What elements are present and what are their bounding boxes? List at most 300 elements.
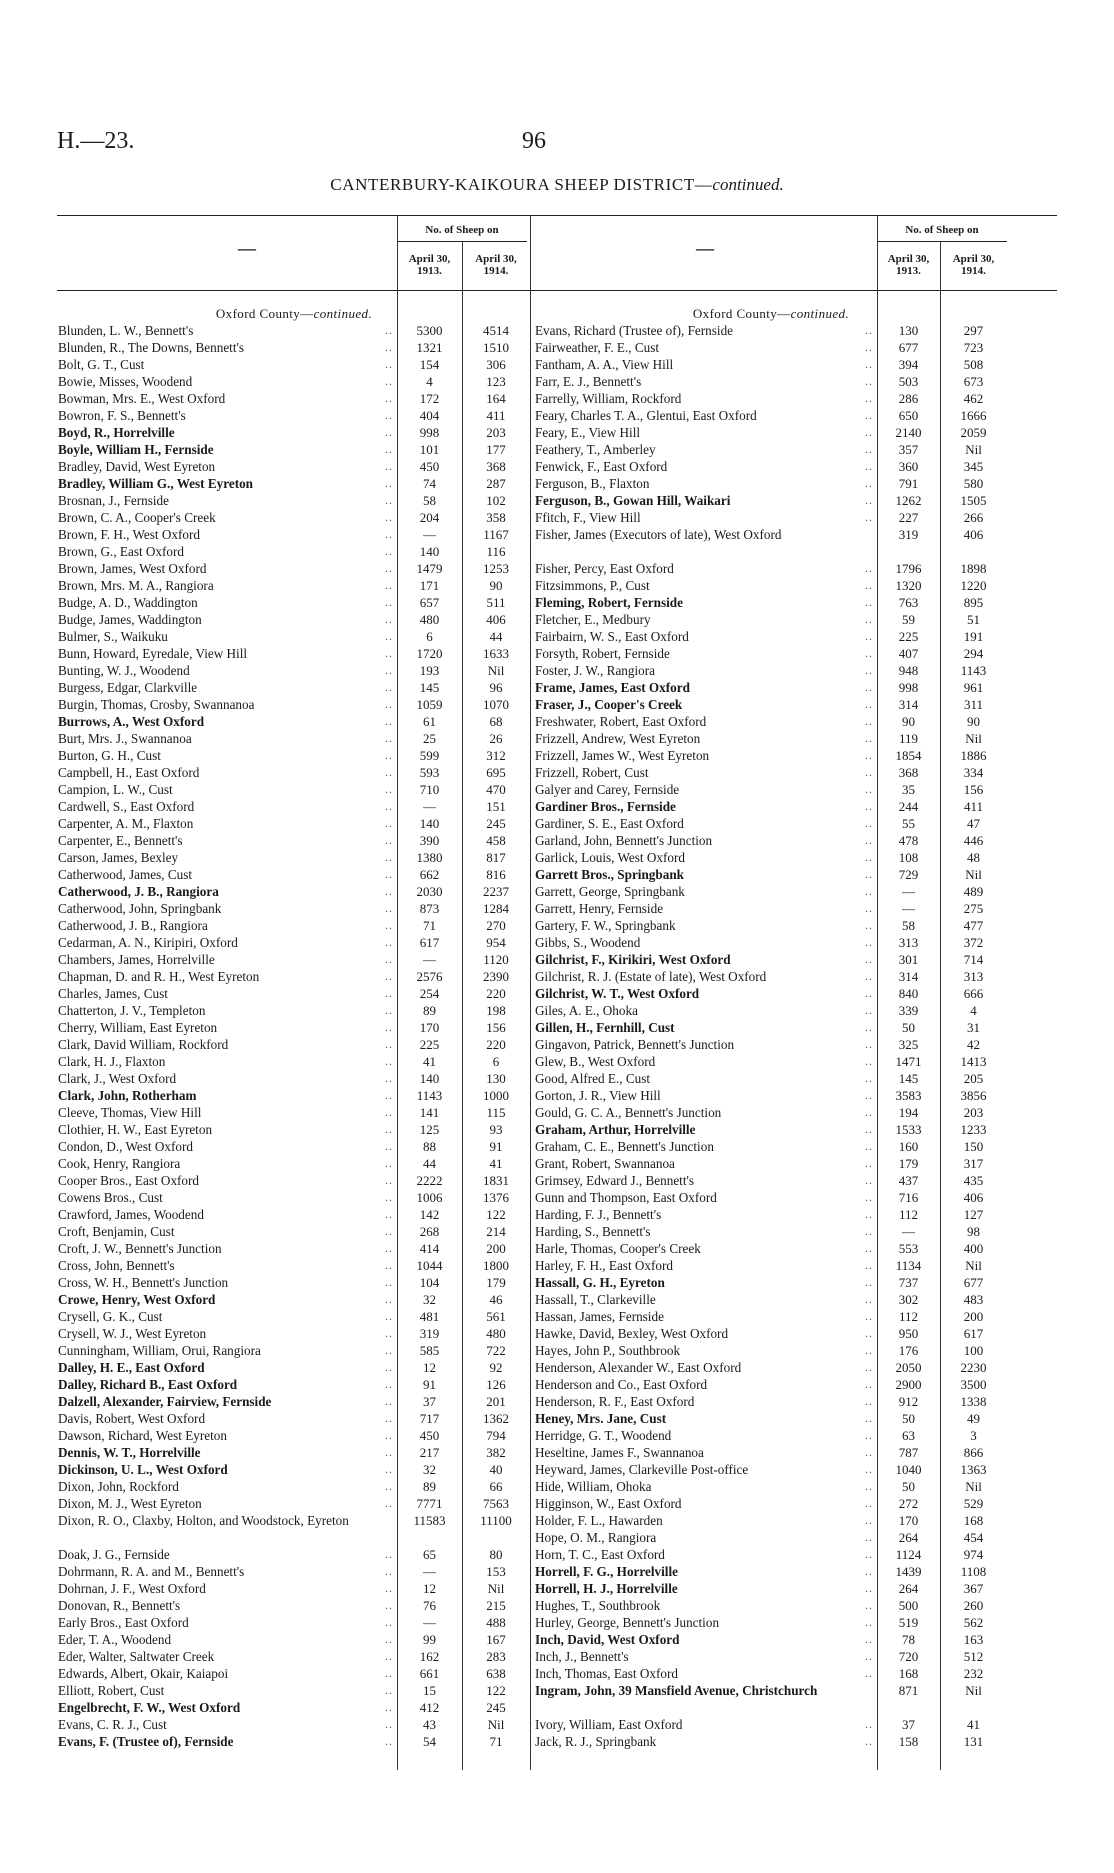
holder-name: Fantham, A. A., View Hill [535, 357, 674, 372]
table-row [58, 390, 530, 407]
sheep-1914-cell: 179 [486, 1275, 506, 1290]
leader-dots: .. [865, 1071, 873, 1085]
table-row [535, 1512, 1007, 1529]
holder-name: Brown, Mrs. M. A., Rangiora [58, 578, 214, 593]
holder-name: Bolt, G. T., Cust [58, 357, 145, 372]
holder-name: Dohrmann, R. A. and M., Bennett's [58, 1564, 245, 1579]
leader-dots: .. [865, 459, 873, 473]
sheep-1913-cell: 763 [898, 595, 919, 610]
sheep-1913-cell: 791 [898, 476, 919, 491]
holder-name: Clark, J., West Oxford [58, 1071, 177, 1086]
sheep-1914-cell: 367 [963, 1581, 984, 1596]
table-row [58, 560, 530, 577]
leader-dots: .. [385, 697, 393, 711]
sheep-1913-cell: 25 [423, 731, 436, 746]
table-row [58, 1699, 530, 1716]
table-row [58, 628, 530, 645]
holder-name: Gartery, F. W., Springbank [535, 918, 676, 933]
leader-dots: .. [385, 833, 393, 847]
sheep-1913-cell: 91 [423, 1377, 436, 1392]
sheep-1914-cell: 260 [963, 1598, 984, 1613]
sheep-1913-cell: 437 [898, 1173, 919, 1188]
leader-dots: .. [385, 578, 393, 592]
sheep-1913-cell: 314 [898, 969, 919, 984]
holder-name: Catherwood, James, Cust [58, 867, 193, 882]
leader-dots: .. [385, 1462, 393, 1476]
holder-name: Farrelly, William, Rockford [535, 391, 682, 406]
sheep-1914-cell: 6 [492, 1054, 500, 1069]
leader-dots: .. [385, 1275, 393, 1289]
table-row [58, 1665, 530, 1682]
leader-dots: .. [385, 1241, 393, 1255]
leader-dots: .. [385, 1037, 393, 1051]
sheep-1913-cell: 225 [898, 629, 919, 644]
leader-dots: .. [385, 374, 393, 388]
leader-dots: .. [385, 561, 393, 575]
sheep-1914-cell: 203 [963, 1105, 984, 1120]
holder-name: Dawson, Richard, West Eyreton [58, 1428, 227, 1443]
sheep-1914-cell: 191 [963, 629, 984, 644]
table-row [58, 747, 530, 764]
holder-name: Crawford, James, Woodend [58, 1207, 204, 1222]
table-row [58, 985, 530, 1002]
sheep-1913-cell: 268 [419, 1224, 440, 1239]
right-group-underline [877, 241, 1007, 242]
sheep-1914-cell: 458 [486, 833, 506, 848]
leader-dots: .. [865, 918, 873, 932]
sheep-1914-cell: 673 [963, 374, 984, 389]
leader-dots: .. [385, 1105, 393, 1119]
table-row [535, 781, 1007, 798]
sheep-1914-cell: 695 [486, 765, 506, 780]
sheep-1914-cell: 411 [486, 408, 506, 423]
table-row [535, 1580, 1007, 1597]
sheep-1914-cell: 163 [963, 1632, 984, 1647]
leader-dots: .. [865, 1292, 873, 1306]
holder-name: Fairweather, F. E., Cust [535, 340, 660, 355]
table-row [58, 1291, 530, 1308]
sheep-1913-cell: 1380 [416, 850, 443, 865]
sheep-1913-cell: 154 [419, 357, 440, 372]
leader-dots: .. [385, 476, 393, 490]
sheep-1913-cell: 65 [423, 1547, 436, 1562]
sheep-1913-cell: 194 [898, 1105, 919, 1120]
left-name-column-header: — [238, 238, 256, 258]
sheep-1913-cell: 412 [419, 1700, 440, 1715]
sheep-1913-cell: 599 [419, 748, 440, 763]
sheep-1913-cell: 661 [419, 1666, 440, 1681]
holder-name: Feary, E., View Hill [535, 425, 641, 440]
sheep-1913-cell: 1040 [895, 1462, 922, 1477]
holder-name: Bowman, Mrs. E., West Oxford [58, 391, 226, 406]
leader-dots: .. [865, 1734, 873, 1748]
right-name-column-header: — [696, 238, 714, 258]
sheep-1913-cell: 1320 [895, 578, 922, 593]
leader-dots: .. [865, 1020, 873, 1034]
sheep-1914-cell: 4 [970, 1003, 977, 1018]
leader-dots: .. [865, 1156, 873, 1170]
leader-dots: .. [385, 935, 393, 949]
leader-dots: .. [385, 969, 393, 983]
holder-name: Good, Alfred E., Cust [535, 1071, 651, 1086]
leader-dots: .. [385, 1326, 393, 1340]
holder-name: Harding, S., Bennett's [535, 1224, 651, 1239]
table-row [58, 1053, 530, 1070]
sheep-1914-cell: 1167 [483, 527, 509, 542]
leader-dots: .. [865, 1088, 873, 1102]
sheep-1914-cell: 562 [963, 1615, 984, 1630]
sheep-1913-cell: 662 [419, 867, 440, 882]
table-row [535, 1648, 1007, 1665]
sheep-1913-cell: 319 [419, 1326, 440, 1341]
holder-name: Ferguson, B., Flaxton [535, 476, 650, 491]
holder-name: Eder, T. A., Woodend [58, 1632, 172, 1647]
table-row [58, 679, 530, 696]
table-row [58, 339, 530, 356]
holder-name: Cooper Bros., East Oxford [58, 1173, 200, 1188]
holder-name: Burgin, Thomas, Crosby, Swannanoa [58, 697, 255, 712]
leader-dots: .. [865, 493, 873, 507]
sheep-1914-cell: 40 [489, 1462, 503, 1477]
sheep-1914-cell: 205 [963, 1071, 984, 1086]
sheep-1913-cell: 1134 [895, 1258, 922, 1273]
sheep-1914-cell: 666 [963, 986, 984, 1001]
table-row [58, 458, 530, 475]
sheep-1913-cell: 35 [902, 782, 915, 797]
holder-name: Horn, T. C., East Oxford [535, 1547, 665, 1562]
holder-name: Engelbrecht, F. W., West Oxford [58, 1700, 241, 1715]
sheep-1913-cell: 503 [898, 374, 919, 389]
leader-dots: .. [865, 1190, 873, 1204]
sheep-1913-cell: 3583 [895, 1088, 922, 1103]
sheep-1914-cell: 200 [486, 1241, 506, 1256]
sheep-1914-cell: 203 [486, 425, 506, 440]
holder-name: Horrell, H. J., Horrelville [535, 1581, 678, 1596]
sheep-1913-cell: 7771 [416, 1496, 443, 1511]
holder-name: Crysell, G. K., Cust [58, 1309, 163, 1324]
holder-name: Dohrnan, J. F., West Oxford [58, 1581, 206, 1596]
table-row [58, 849, 530, 866]
sheep-1913-cell: 59 [902, 612, 915, 627]
sheep-1914-cell: 1898 [960, 561, 987, 576]
table-row [535, 1240, 1007, 1257]
holder-name: Cherry, William, East Eyreton [58, 1020, 218, 1035]
sheep-1914-cell: 817 [486, 850, 506, 865]
leader-dots: .. [865, 1309, 873, 1323]
table-row [535, 934, 1007, 951]
sheep-1914-cell: 488 [486, 1615, 506, 1630]
sheep-1913-cell: 170 [419, 1020, 440, 1035]
leader-dots: .. [385, 1734, 393, 1748]
table-row [535, 407, 1007, 424]
leader-dots: .. [385, 1547, 393, 1561]
table-row [58, 1716, 530, 1733]
holder-name: Burton, G. H., Cust [58, 748, 161, 763]
sheep-1914-cell: 156 [486, 1020, 506, 1035]
sheep-1913-cell: 1479 [416, 561, 443, 576]
sheep-1913-cell: 998 [898, 680, 919, 695]
sheep-1914-cell: 480 [486, 1326, 506, 1341]
table-row [535, 1444, 1007, 1461]
table-row [535, 815, 1007, 832]
sheep-1914-cell: 1120 [483, 952, 509, 967]
table-row [535, 1461, 1007, 1478]
holder-name: Inch, David, West Oxford [535, 1632, 680, 1647]
table-row [58, 1138, 530, 1155]
sheep-1914-cell: 1505 [960, 493, 987, 508]
leader-dots: .. [865, 1054, 873, 1068]
table-row [58, 1155, 530, 1172]
leader-dots: .. [865, 833, 873, 847]
table-row [58, 1274, 530, 1291]
table-row [58, 1580, 530, 1597]
leader-dots: .. [865, 1207, 873, 1221]
table-row [58, 781, 530, 798]
table-row [535, 866, 1007, 883]
sheep-1914-cell: 122 [486, 1207, 506, 1222]
holder-name: Fenwick, F., East Oxford [535, 459, 668, 474]
sheep-1913-cell: 272 [898, 1496, 919, 1511]
sheep-1913-cell: 44 [423, 1156, 436, 1171]
table-row [58, 1376, 530, 1393]
leader-dots: .. [865, 1377, 873, 1391]
sheep-1913-cell: 140 [419, 1071, 440, 1086]
holder-name: Bradley, William G., West Eyreton [58, 476, 254, 491]
leader-dots: .. [385, 340, 393, 354]
sheep-1914-cell: 372 [963, 935, 984, 950]
sheep-1914-cell: 153 [486, 1564, 506, 1579]
table-row [58, 509, 530, 526]
leader-dots: .. [385, 1615, 393, 1629]
sheep-1914-cell: 214 [486, 1224, 506, 1239]
sheep-1913-cell: 1796 [895, 561, 922, 576]
table-row [535, 1427, 1007, 1444]
leader-dots: .. [385, 323, 393, 337]
table-row [535, 1274, 1007, 1291]
leader-dots: .. [385, 1394, 393, 1408]
leader-dots: .. [865, 1224, 873, 1238]
sheep-1914-cell: 66 [489, 1479, 503, 1494]
sheep-1914-cell: 1413 [960, 1054, 987, 1069]
sheep-1914-cell: Nil [487, 1717, 505, 1732]
holder-name: Dalley, H. E., East Oxford [58, 1360, 205, 1375]
sheep-1913-cell: 176 [898, 1343, 919, 1358]
table-row [535, 1189, 1007, 1206]
sheep-1913-cell: 368 [898, 765, 919, 780]
leader-dots: .. [865, 408, 873, 422]
sheep-1914-cell: 508 [963, 357, 984, 372]
left-col-1914-header: April 30, 1914. [475, 253, 517, 277]
sheep-1913-cell: 37 [423, 1394, 436, 1409]
sheep-1914-cell: 31 [967, 1020, 980, 1035]
sheep-1913-cell: 130 [898, 323, 919, 338]
table-row [58, 441, 530, 458]
table-row [58, 1257, 530, 1274]
holder-name: Bunn, Howard, Eyredale, View Hill [58, 646, 248, 661]
holder-name: Fairbairn, W. S., East Oxford [535, 629, 689, 644]
holder-name: Foster, J. W., Rangiora [535, 663, 655, 678]
holder-name: Feary, Charles T. A., Glentui, East Oxford [535, 408, 757, 423]
sheep-1913-cell: 50 [902, 1411, 915, 1426]
sheep-1914-cell: 477 [963, 918, 984, 933]
sheep-1914-cell: 382 [486, 1445, 506, 1460]
holder-name: Charles, James, Cust [58, 986, 168, 1001]
sheep-1914-cell: 1143 [960, 663, 987, 678]
holder-name: Early Bros., East Oxford [58, 1615, 189, 1630]
sheep-1914-cell: 1253 [483, 561, 509, 576]
sheep-1914-cell: 2237 [483, 884, 509, 899]
sheep-1913-cell: 227 [898, 510, 919, 525]
sheep-1913-cell: 32 [423, 1292, 436, 1307]
sheep-1913-cell: 179 [898, 1156, 919, 1171]
sheep-1914-cell: 47 [967, 816, 980, 831]
sheep-1913-cell: 1044 [416, 1258, 443, 1273]
holder-name: Gibbs, S., Woodend [535, 935, 641, 950]
table-row [535, 1342, 1007, 1359]
sheep-1914-cell: Nil [965, 1258, 982, 1273]
sheep-1914-cell: 677 [963, 1275, 984, 1290]
table-row [58, 611, 530, 628]
sheep-1914-cell: 617 [963, 1326, 984, 1341]
table-row [58, 1546, 530, 1563]
table-row [535, 1546, 1007, 1563]
leader-dots: .. [385, 799, 393, 813]
leader-dots: .. [385, 714, 393, 728]
sheep-1913-cell: 119 [898, 731, 919, 746]
holder-name: Fleming, Robert, Fernside [535, 595, 683, 610]
table-row [535, 730, 1007, 747]
sheep-1913-cell: 2222 [416, 1173, 443, 1188]
leader-dots: .. [865, 1411, 873, 1425]
sheep-1914-cell: 1363 [960, 1462, 987, 1477]
table-row [58, 866, 530, 883]
holder-name: Evans, C. R. J., Cust [58, 1717, 167, 1732]
leader-dots: .. [865, 782, 873, 796]
right-group-header: No. of Sheep on [905, 224, 979, 236]
sheep-1913-cell: 254 [419, 986, 440, 1001]
holder-name: Boyle, William H., Fernside [58, 442, 214, 457]
holder-name: Clothier, H. W., East Eyreton [58, 1122, 213, 1137]
holder-name: Dennis, W. T., Horrelville [58, 1445, 201, 1460]
holder-name: Brosnan, J., Fernside [58, 493, 169, 508]
leader-dots: .. [865, 765, 873, 779]
leader-dots: .. [865, 442, 873, 456]
holder-name: Crysell, W. J., West Eyreton [58, 1326, 207, 1341]
sheep-1914-cell: 123 [486, 374, 506, 389]
leader-dots: .. [865, 1343, 873, 1357]
sheep-1914-cell: 561 [486, 1309, 506, 1324]
sheep-1913-cell: 204 [419, 510, 440, 525]
holder-name: Garlick, Louis, West Oxford [535, 850, 685, 865]
leader-dots: .. [865, 1547, 873, 1561]
table-row [535, 1002, 1007, 1019]
sheep-1914-cell: 200 [963, 1309, 984, 1324]
sheep-1914-cell: 287 [486, 476, 506, 491]
sheep-1913-cell: 88 [423, 1139, 436, 1154]
sheep-1914-cell: 406 [963, 1190, 984, 1205]
sheep-1914-cell: 71 [489, 1734, 503, 1749]
sheep-1913-cell: 158 [898, 1734, 919, 1749]
table-row [58, 424, 530, 441]
sheep-1913-cell: 394 [898, 357, 919, 372]
sheep-1913-cell: 170 [898, 1513, 919, 1528]
holder-name: Graham, C. E., Bennett's Junction [535, 1139, 714, 1154]
table-row [58, 832, 530, 849]
sheep-1913-cell: 217 [419, 1445, 440, 1460]
leader-dots: .. [865, 323, 873, 337]
table-row [58, 1325, 530, 1342]
table-row [535, 424, 1007, 441]
table-row [535, 1665, 1007, 1682]
sheep-1913-cell: 76 [423, 1598, 436, 1613]
sheep-1913-cell: 50 [902, 1479, 915, 1494]
table-row [535, 509, 1007, 526]
leader-dots: .. [865, 425, 873, 439]
leader-dots: .. [865, 731, 873, 745]
holder-name: Hope, O. M., Rangiora [535, 1530, 657, 1545]
leader-dots: .. [385, 1564, 393, 1578]
sheep-1914-cell: 90 [489, 578, 503, 593]
leader-dots: .. [385, 1683, 393, 1697]
sheep-1914-cell: 446 [963, 833, 984, 848]
sheep-1914-cell: 866 [963, 1445, 984, 1460]
sheep-1913-cell: 142 [419, 1207, 440, 1222]
holder-name: Henderson, R. F., East Oxford [535, 1394, 695, 1409]
sheep-1913-cell: 998 [419, 425, 440, 440]
sheep-1914-cell: 167 [486, 1632, 506, 1647]
sheep-1914-cell: 116 [486, 544, 506, 559]
sheep-1913-cell: 339 [898, 1003, 919, 1018]
holder-name: Budge, James, Waddington [58, 612, 202, 627]
table-row [58, 577, 530, 594]
table-row [58, 1733, 530, 1750]
page-number: 96 [522, 128, 546, 154]
leader-dots: .. [385, 595, 393, 609]
leader-dots: .. [385, 1445, 393, 1459]
sheep-1914-cell: 91 [489, 1139, 503, 1154]
table-row [58, 1087, 530, 1104]
sheep-1914-cell: 1338 [960, 1394, 987, 1409]
holder-name: Bulmer, S., Waikuku [58, 629, 168, 644]
sheep-1913-cell: 125 [419, 1122, 440, 1137]
leader-dots: .. [385, 731, 393, 745]
table-row [535, 849, 1007, 866]
leader-dots: .. [385, 1360, 393, 1374]
sheep-1914-cell: 312 [486, 748, 506, 763]
sheep-1913-cell: 244 [898, 799, 919, 814]
holder-name: Budge, A. D., Waddington [58, 595, 198, 610]
leader-dots: .. [865, 1275, 873, 1289]
leader-dots: .. [865, 867, 873, 881]
sheep-1913-cell: 737 [898, 1275, 919, 1290]
leader-dots: .. [865, 476, 873, 490]
holder-name: Croft, Benjamin, Cust [58, 1224, 175, 1239]
table-row [535, 356, 1007, 373]
leader-dots: .. [865, 884, 873, 898]
sheep-1913-cell: 519 [898, 1615, 919, 1630]
sheep-1913-cell: 716 [898, 1190, 919, 1205]
table-row [535, 1121, 1007, 1138]
table-row [58, 713, 530, 730]
holder-name: Croft, J. W., Bennett's Junction [58, 1241, 222, 1256]
leader-dots: .. [385, 1139, 393, 1153]
sheep-1914-cell: 168 [963, 1513, 984, 1528]
sheep-1914-cell: 92 [489, 1360, 503, 1375]
sheep-1913-cell: 1720 [416, 646, 443, 661]
sheep-1914-cell: 1220 [960, 578, 987, 593]
sheep-1914-cell: 511 [486, 595, 506, 610]
leader-dots: .. [385, 680, 393, 694]
